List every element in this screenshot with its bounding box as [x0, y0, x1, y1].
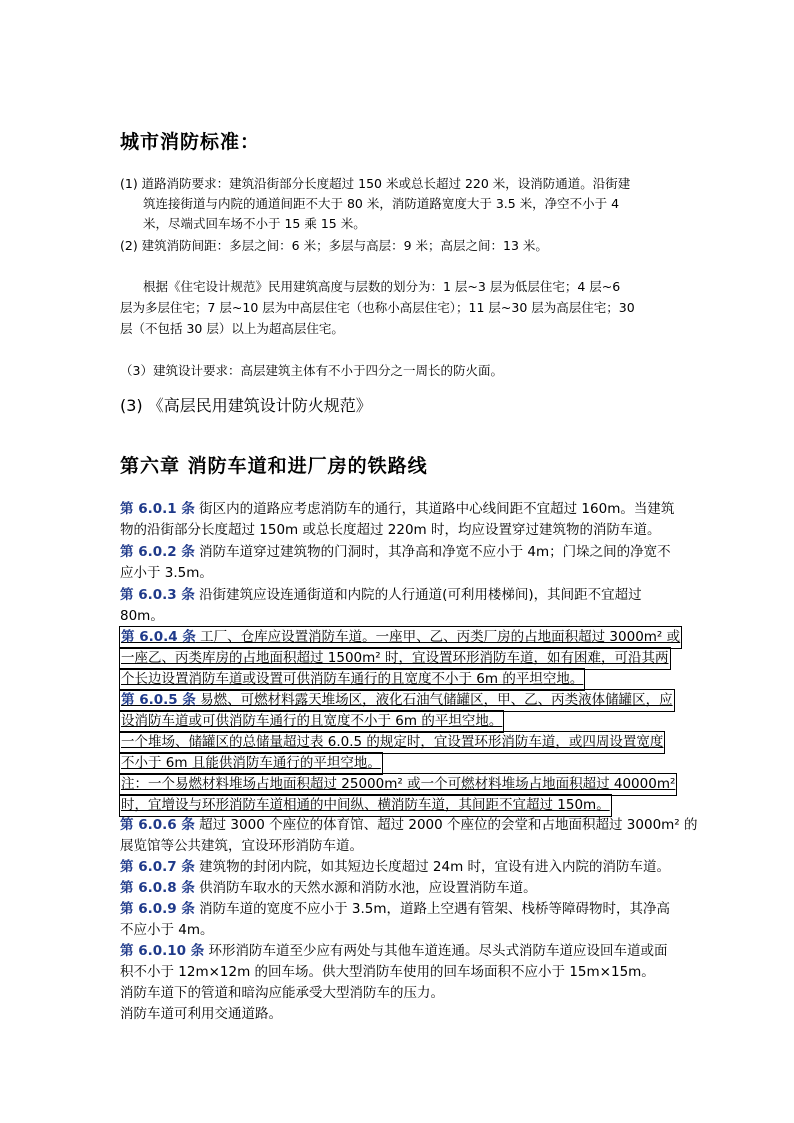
article-text: 消防车道的宽度不应小于 3.5m，道路上空遇有管架、栈桥等障碍物时，其净高	[194, 901, 671, 917]
article-6-0-5-line-3: 一个堆场、储罐区的总储量超过表 6.0.5 的规定时，宜设置环形消防车道，或四周设置宽度	[119, 731, 665, 754]
article-text: 供消防车取水的天然水源和消防水池，应设置消防车道。	[194, 880, 537, 896]
article-6-0-10-line-1	[120, 941, 668, 962]
article-text: 建筑物的封闭内院，如其短边长度超过 24m 时，宜设有进入内院的消防车道。	[194, 859, 671, 875]
paragraph-line-1: 根据《住宅设计规范》民用建筑高度与层数的划分为：1 层~3 层为低层住宅；4 层~6	[143, 279, 621, 294]
article-6-0-8	[120, 878, 537, 899]
article-number: 第 6.0.9 条	[120, 901, 195, 917]
article-number: 第 6.0.10 条	[120, 943, 205, 959]
item-1-line-3: 米，尽端式回车场不小于 15 乘 15 米。	[143, 216, 366, 231]
article-6-0-1-line-2: 物的沿街部分长度超过 150m 或总长度超过 220m 时，均应设置穿过建筑物的消防车道。	[120, 522, 661, 538]
article-6-0-5-line-2: 设消防车道或可供消防车通行的且宽度不小于 6m 的平坦空地。	[119, 710, 504, 733]
article-text: 街区内的道路应考虑消防车的通行，其道路中心线间距不宜超过 160m。当建筑	[194, 501, 675, 517]
article-6-0-3-line-2: 80m。	[120, 608, 164, 624]
article-text: 易燃、可燃材料露天堆场区，液化石油气储罐区，甲、乙、丙类液体储罐区，应	[195, 692, 673, 708]
article-6-0-9-line-1	[120, 899, 670, 920]
item-2: (2) 建筑消防间距：多层之间：6 米；多层与高层：9 米；高层之间：13 米。	[120, 238, 548, 253]
article-6-0-7	[120, 857, 670, 878]
article-text: 工厂、仓库应设置消防车道。一座甲、乙、丙类厂房的占地面积超过 3000m² 或	[195, 629, 681, 645]
item-1-line-1: (1) 道路消防要求：建筑沿街部分长度超过 150 米或总长超过 220 米，设消防通道。沿街建	[120, 176, 631, 191]
item-1-line-2: 筑连接街道与内院的通道间距不大于 80 米，消防道路宽度大于 3.5 米，净空不小于 4	[143, 196, 620, 211]
article-6-0-2-line-2: 应小于 3.5m。	[120, 565, 213, 581]
article-number: 第 6.0.7 条	[120, 859, 195, 875]
article-text: 消防车道穿过建筑物的门洞时，其净高和净宽不应小于 4m；门垛之间的净宽不	[194, 544, 671, 560]
article-text: 沿街建筑应设连通街道和内院的人行通道(可利用楼梯间)，其间距不宜超过	[194, 587, 642, 603]
article-6-0-9-line-2: 不应小于 4m。	[120, 922, 214, 938]
article-6-0-5-line-4: 不小于 6m 且能供消防车通行的平坦空地。	[119, 752, 383, 775]
article-number: 第 6.0.6 条	[120, 817, 195, 833]
article-6-0-4-line-1	[119, 626, 682, 649]
tail-line-2: 消防车道可利用交通道路。	[120, 1006, 282, 1022]
article-text: 环形消防车道至少应有两处与其他车道连通。尽头式消防车道应设回车道或面	[204, 943, 668, 959]
article-6-0-4-line-3: 个长边设置消防车道或设置可供消防车通行的且宽度不小于 6m 的平坦空地。	[119, 668, 585, 691]
article-number: 第 6.0.4 条	[121, 629, 196, 645]
article-6-0-10-line-2: 积不小于 12m×12m 的回车场。供大型消防车使用的回车场面积不应小于 15m×15m。	[120, 964, 655, 980]
article-6-0-5-note-line-2: 时，宜增设与环形消防车道相通的中间纵、横消防车道，其间距不宜超过 150m。	[119, 794, 612, 817]
article-number: 第 6.0.2 条	[120, 544, 195, 560]
article-6-0-6-line-1	[120, 815, 698, 836]
paragraph-line-2: 层为多层住宅；7 层~10 层为中高层住宅（也称小高层住宅）；11 层~30 层为高层住宅；30	[120, 300, 635, 315]
article-text: 超过 3000 个座位的体育馆、超过 2000 个座位的会堂和占地面积超过 3000m² 的	[194, 817, 698, 833]
paragraph-line-3: 层（不包括 30 层）以上为超高层住宅。	[120, 321, 344, 336]
chapter-title: 第六章 消防车道和进厂房的铁路线	[120, 455, 428, 477]
article-number: 第 6.0.8 条	[120, 880, 195, 896]
tail-line-1: 消防车道下的管道和暗沟应能承受大型消防车的压力。	[120, 985, 444, 1001]
article-6-0-4-line-2: 一座乙、丙类库房的占地面积超过 1500m² 时，宜设置环形消防车道，如有困难，可沿其两	[119, 647, 671, 670]
article-6-0-3-line-1	[120, 585, 642, 606]
article-6-0-2-line-1	[120, 542, 671, 563]
article-number: 第 6.0.5 条	[121, 692, 196, 708]
section-heading: 城市消防标准：	[120, 131, 261, 153]
item-3: （3）建筑设计要求：高层建筑主体有不小于四分之一周长的防火面。	[120, 363, 503, 378]
article-6-0-5-line-1	[119, 689, 675, 712]
item-3-subtitle: (3) 《高层民用建筑设计防火规范》	[120, 396, 372, 415]
article-6-0-6-line-2: 展览馆等公共建筑，宜设环形消防车道。	[120, 838, 363, 854]
article-number: 第 6.0.3 条	[120, 587, 195, 603]
article-6-0-1-line-1	[120, 499, 674, 520]
article-number: 第 6.0.1 条	[120, 501, 195, 517]
article-6-0-5-note-line-1: 注：一个易燃材料堆场占地面积超过 25000m² 或一个可燃材料堆场占地面积超过 40000m²	[119, 773, 677, 796]
